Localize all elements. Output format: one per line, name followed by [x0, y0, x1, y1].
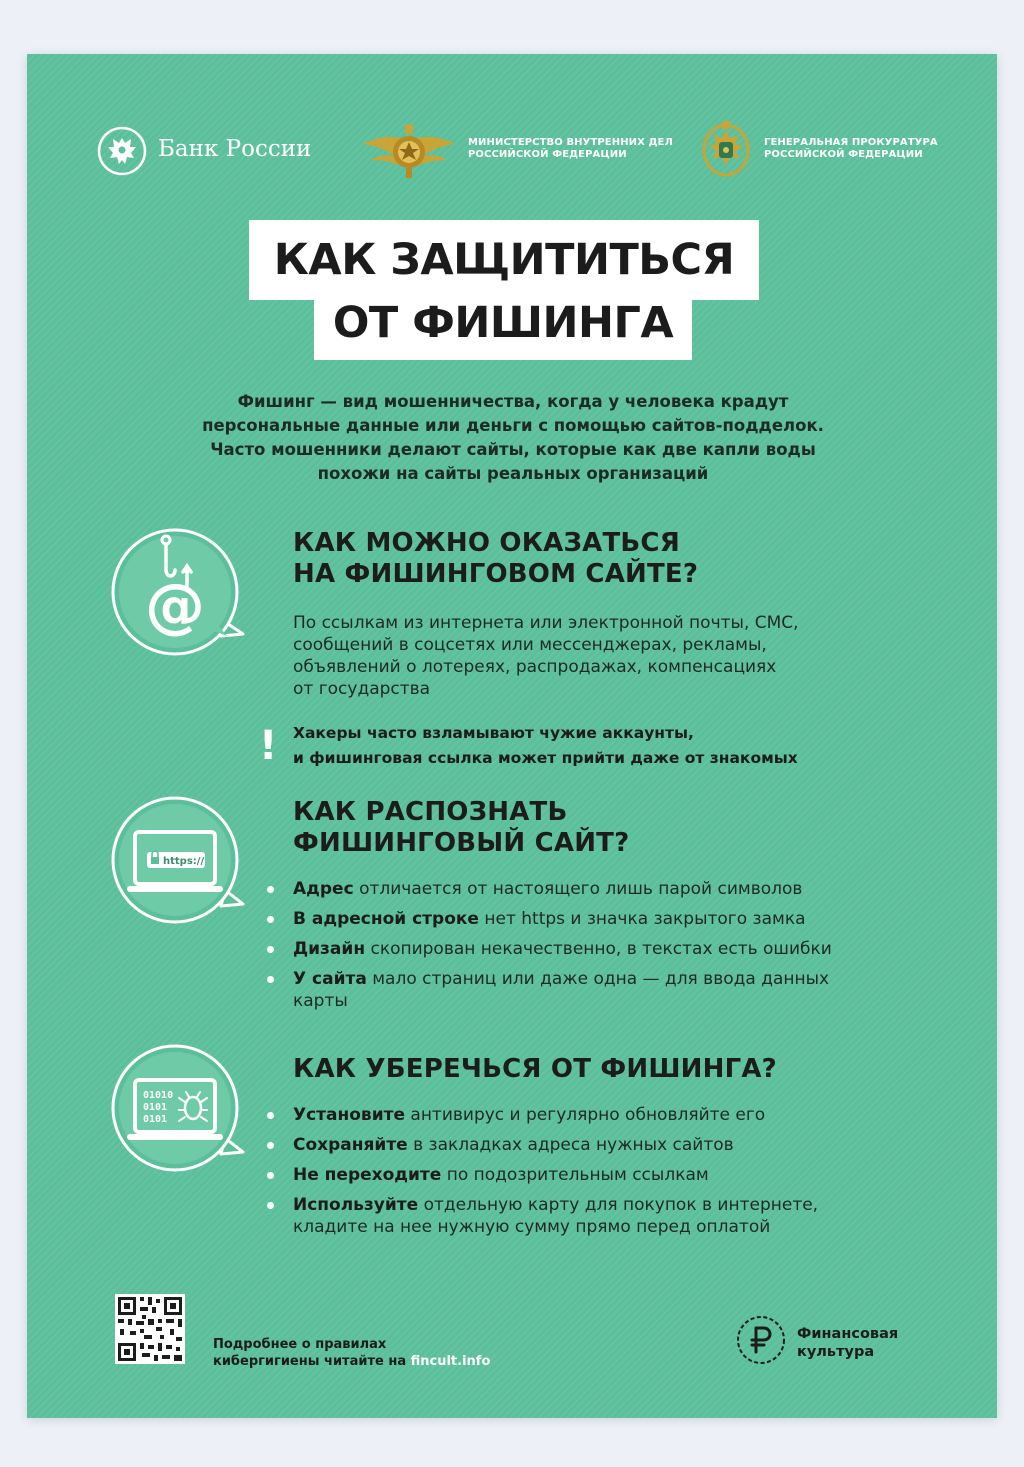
binary-line1: 01010: [143, 1090, 174, 1101]
intro-line3: Часто мошенники делают сайты, которые как две капли воды: [210, 440, 816, 459]
footer-text: [213, 1336, 490, 1370]
section2-heading-line1: КАК РАСПОЗНАТЬ: [293, 797, 568, 827]
section1-warning-line1: Хакеры часто взламывают чужие аккаунты,: [293, 724, 694, 742]
list-item-bold: У сайта: [293, 969, 367, 989]
list-item-bold: Адрес: [293, 879, 354, 899]
bank-russia-logo: [97, 126, 327, 176]
section1-warning: [293, 721, 798, 771]
fincult-brand-line1: Финансовая: [797, 1326, 899, 1342]
list-item-text: антивирус и регулярно обновляйте его: [405, 1105, 766, 1125]
prosecutor-emblem-icon: [699, 120, 753, 178]
prosecutor-name-line2: РОССИЙСКОЙ ФЕДЕРАЦИИ: [764, 149, 923, 160]
title-box-line2: [314, 290, 692, 360]
intro-line4: похожи на сайты реальных организаций: [317, 464, 709, 483]
exclamation-icon: !: [259, 723, 278, 769]
list-item-bold: Установите: [293, 1105, 405, 1125]
list-item-bold: В адресной строке: [293, 909, 479, 929]
laptop-bug-icon: [109, 1042, 247, 1182]
list-item-bold: Сохраняйте: [293, 1135, 408, 1155]
section1-warning-line2: и фишинговая ссылка может прийти даже от знакомых: [293, 749, 798, 767]
section3-list: [293, 1104, 893, 1246]
list-item: [293, 1164, 893, 1186]
section2-heading-line2: ФИШИНГОВЫЙ САЙТ?: [293, 828, 630, 858]
list-item-bold: Не переходите: [293, 1165, 442, 1185]
list-item-text: скопирован некачественно, в текстах есть ошибки: [365, 939, 832, 959]
ruble-icon: [735, 1314, 787, 1366]
section1-heading: [293, 528, 698, 590]
list-item: [293, 878, 913, 900]
section1-body-line1: По ссылкам из интернета или электронной почты, СМС,: [293, 613, 799, 633]
mvd-logo: [361, 120, 671, 182]
mvd-name: [468, 137, 673, 161]
intro-line2: персональные данные или деньги с помощью сайтов-подделок.: [202, 416, 824, 435]
laptop-https-icon: [109, 794, 247, 934]
section2-list: [293, 878, 913, 1020]
list-item-bold: Дизайн: [293, 939, 366, 959]
list-item-text: мало страниц или даже одна — для ввода данных карты: [293, 969, 830, 1011]
section1-body-line3: объявлений о лотереях, распродажах, компенсациях: [293, 657, 777, 677]
list-item: [293, 1194, 873, 1238]
intro-paragraph: [153, 390, 873, 486]
mvd-name-line2: РОССИЙСКОЙ ФЕДЕРАЦИИ: [468, 149, 627, 160]
mvd-name-line1: МИНИСТЕРСТВО ВНУТРЕННИХ ДЕЛ: [468, 137, 673, 148]
section1-heading-line2: НА ФИШИНГОВОМ САЙТЕ?: [293, 559, 699, 589]
page-title-line1: КАК ЗАЩИТИТЬСЯ: [273, 235, 735, 285]
list-item: [293, 908, 913, 930]
list-item: [293, 968, 883, 1012]
list-item: [293, 938, 913, 960]
qr-code[interactable]: [115, 1294, 185, 1364]
list-item-bold: Используйте: [293, 1195, 419, 1215]
list-item-text: в закладках адреса нужных сайтов: [407, 1135, 734, 1155]
intro-line1: Фишинг — вид мошенничества, когда у человека крадут: [237, 392, 789, 411]
section1-heading-line1: КАК МОЖНО ОКАЗАТЬСЯ: [293, 528, 680, 558]
https-icon-text: https://: [163, 856, 205, 867]
section1-body-line2: сообщений в соцсетях или мессенджерах, рекламы,: [293, 635, 767, 655]
section2-heading: [293, 797, 629, 859]
list-item-text: отдельную карту для покупок в интернете, кладите на нее нужную сумму прямо перед оплатой: [293, 1195, 819, 1237]
list-item: [293, 1134, 893, 1156]
binary-line3: 0101: [143, 1114, 168, 1125]
poster: [27, 54, 997, 1418]
list-item-text: отличается от настоящего лишь парой символов: [353, 879, 803, 899]
section3-heading: КАК УБЕРЕЧЬСЯ ОТ ФИШИНГА?: [293, 1054, 777, 1084]
mvd-emblem-icon: [361, 120, 457, 180]
prosecutor-name: [764, 137, 938, 161]
bank-name: Банк России: [158, 136, 312, 162]
bank-eagle-icon: [97, 126, 147, 176]
footer-text-line1: Подробнее о правилах: [213, 1337, 387, 1352]
at-hook-icon: [109, 526, 247, 666]
svg-text:@: @: [145, 571, 205, 641]
footer-text-line2: кибергигиены читайте на: [213, 1354, 411, 1369]
list-item: [293, 1104, 893, 1126]
fincult-link[interactable]: fincult.info: [410, 1354, 491, 1369]
title-box-line1: [249, 220, 759, 300]
section1-body: [293, 612, 799, 700]
fincult-brand-line2: культура: [797, 1344, 875, 1360]
prosecutor-logo: [699, 120, 969, 182]
fincult-brand: [797, 1325, 898, 1361]
section1-body-line4: от государства: [293, 679, 431, 699]
binary-line2: 0101: [143, 1102, 168, 1113]
list-item-text: нет https и значка закрытого замка: [478, 909, 806, 929]
list-item-text: по подозрительным ссылкам: [441, 1165, 709, 1185]
page-title-line2: ОТ ФИШИНГА: [332, 298, 674, 348]
prosecutor-name-line1: ГЕНЕРАЛЬНАЯ ПРОКУРАТУРА: [764, 137, 938, 148]
